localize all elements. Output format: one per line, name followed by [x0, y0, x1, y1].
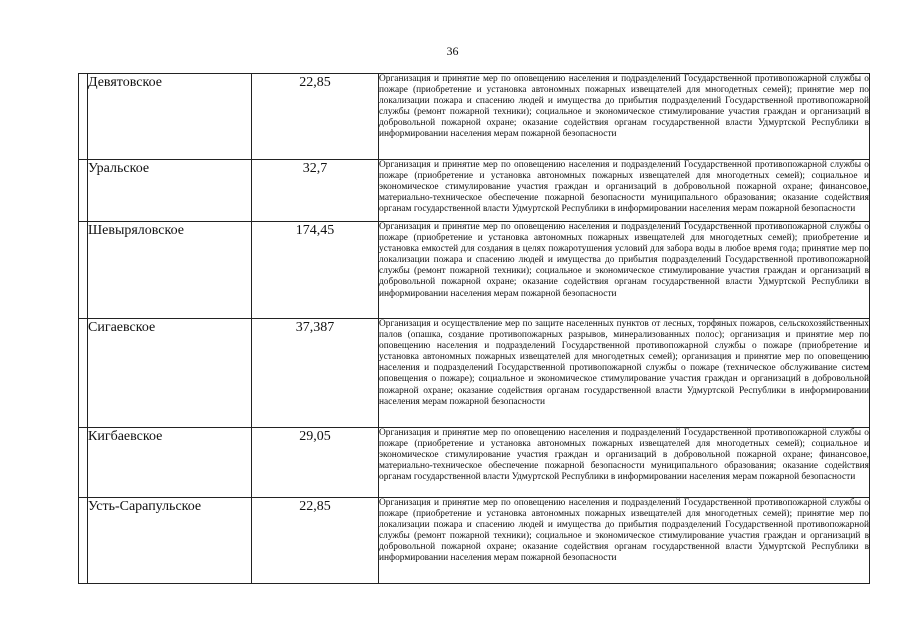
table-row [79, 498, 870, 584]
municipality-name: Кигбаевское [88, 428, 252, 498]
blank-cell [79, 319, 88, 428]
funding-amount: 22,85 [252, 74, 379, 160]
measures-description: Организация и принятие мер по оповещению населения и подразделений Государственной противопожарной службы о пожаре (приобретение и установка автономных пожарных извещателей для многодетных семей); социальное и экономическое стимулирование участия граждан и организаций в добровольной пожарной охране; финансовое, материально-техническое обеспечение пожарной безопасности муниципального образования; оказание содействия органам государственной власти Удмуртской Республики в информировании населения мерам пожарной безопасности [379, 160, 870, 222]
measures-description: Организация и принятие мер по оповещению населения и подразделений Государственной противопожарной службы о пожаре (приобретение и установка автономных пожарных извещателей для многодетных семей); принятие мер по локализации пожара и спасению людей и имущества до прибытия подразделений Государственной противопожарной службы (ремонт пожарной техники); социальное и экономическое стимулирование участия граждан и организаций в добровольной пожарной охране; оказание содействия органам государственной власти Удмуртской Республики в информировании населения мерам пожарной безопасности [379, 74, 870, 160]
blank-cell [79, 222, 88, 319]
municipality-name: Девятовское [88, 74, 252, 160]
funding-amount: 29,05 [252, 428, 379, 498]
municipality-name: Сигаевское [88, 319, 252, 428]
municipality-name: Шевыряловское [88, 222, 252, 319]
measures-description: Организация и осуществление мер по защите населенных пунктов от лесных, торфяных пожаров, сельскохозяйственных палов (опашка, создание противопожарных разрывов, минерализованных полос); организация и принятие мер по оповещению населения и подразделений Государственной противопожарной службы о пожаре (приобретение и установка автономных пожарных извещателей для многодетных семей); организация и принятие мер по оповещению населения и подразделений Государственной противопожарной службы о пожаре (техническое обслуживание систем оповещения о пожаре); социальное и экономическое стимулирование участия граждан и организаций в добровольной пожарной охране; оказание содействия органам государственной власти Удмуртской Республики в информировании населения мерам пожарной безопасности [379, 319, 870, 428]
municipality-name: Уральское [88, 160, 252, 222]
table-row [79, 74, 870, 160]
funding-amount: 22,85 [252, 498, 379, 584]
table-row [79, 160, 870, 222]
blank-cell [79, 160, 88, 222]
municipality-fire-safety-table [78, 73, 870, 584]
measures-description: Организация и принятие мер по оповещению населения и подразделений Государственной противопожарной службы о пожаре (приобретение и установка автономных пожарных извещателей для многодетных семей); принятие мер по локализации пожара и спасению людей и имущества до прибытия подразделений Государственной противопожарной службы (ремонт пожарной техники); социальное и экономическое стимулирование участия граждан и организаций в добровольной пожарной охране; оказание содействия органам государственной власти Удмуртской Республики в информировании населения мерам пожарной безопасности [379, 498, 870, 584]
blank-cell [79, 498, 88, 584]
funding-amount: 174,45 [252, 222, 379, 319]
table-row [79, 319, 870, 428]
funding-amount: 32,7 [252, 160, 379, 222]
page-number: 36 [446, 44, 459, 58]
municipality-name: Усть-Сарапульское [88, 498, 252, 584]
blank-cell [79, 428, 88, 498]
measures-description: Организация и принятие мер по оповещению населения и подразделений Государственной противопожарной службы о пожаре (приобретение и установка автономных пожарных извещателей для многодетных семей); приобретение и установка емкостей для создания в целях пожаротушения условий для забора воды в любое время года; принятие мер по локализации пожара и спасению людей и имущества до прибытия подразделений Государственной противопожарной службы (ремонт пожарной техники); социальное и экономическое стимулирование участия граждан и организаций в добровольной пожарной охране; оказание содействия органам государственной власти Удмуртской Республики в информировании населения мерам пожарной безопасности [379, 222, 870, 319]
measures-description: Организация и принятие мер по оповещению населения и подразделений Государственной противопожарной службы о пожаре (приобретение и установка автономных пожарных извещателей для многодетных семей); социальное и экономическое стимулирование участия граждан и организаций в добровольной пожарной охране; финансовое, материально-техническое обеспечение пожарной безопасности муниципального образования; оказание содействия органам государственной власти Удмуртской Республики в информировании населения мерам пожарной безопасности [379, 428, 870, 498]
funding-amount: 37,387 [252, 319, 379, 428]
blank-cell [79, 74, 88, 160]
table-row [79, 222, 870, 319]
table-row [79, 428, 870, 498]
